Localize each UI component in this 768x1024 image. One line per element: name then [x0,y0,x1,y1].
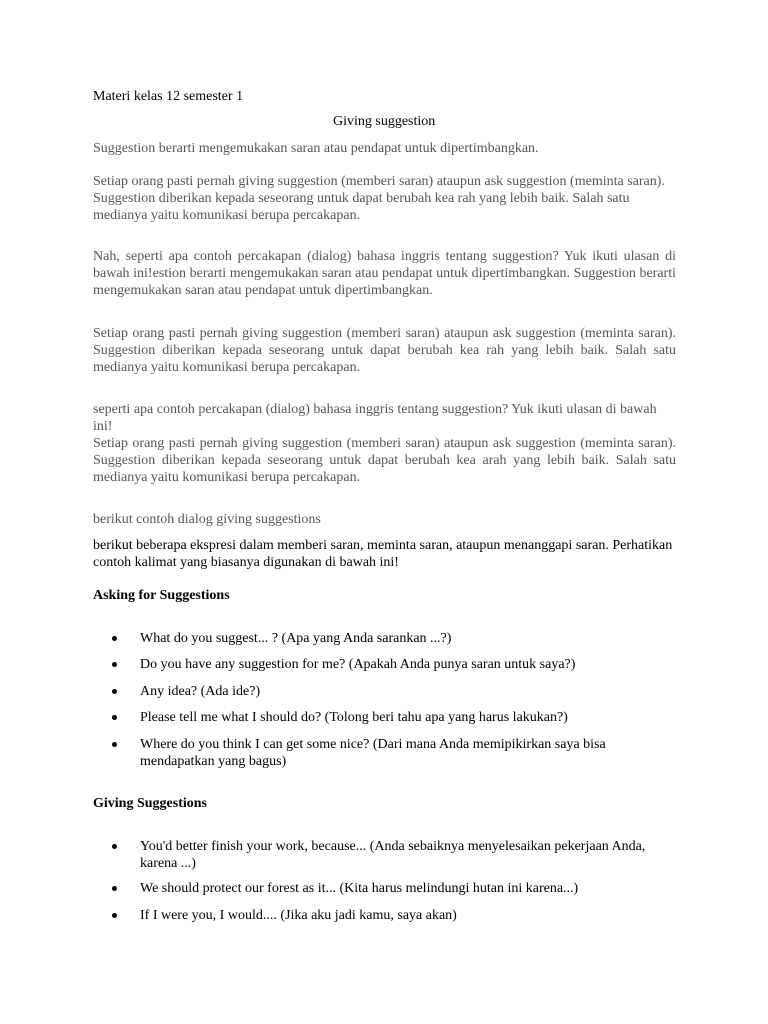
list-item-text: What do you suggest... ? (Apa yang Anda sarankan ...?) [140,631,452,646]
asking-heading: Asking for Suggestions [93,588,230,603]
paragraph-3: Nah, seperti apa contoh percakapan (dialog) bahasa inggris tentang suggestion? Yuk ikuti ulasan di bawah ini!estion berarti mengemukakan saran atau pendapat untuk dipertimbangkan. Suggestion berarti mengemukakan saran atau pendapat untuk dipertimbangkan. [93,249,676,298]
bullet-icon [112,913,117,918]
list-item-text: We should protect our forest as it... (Kita harus melindungi hutan ini karena...) [140,881,579,896]
list-item-text: Where do you think I can get some nice? (Dari mana Anda memipikirkan saya bisa mendapatkan yang bagus) [140,737,606,769]
paragraph-7: berikut contoh dialog giving suggestions [93,512,321,527]
bullet-icon [112,742,117,747]
page-title: Giving suggestion [333,114,436,129]
bullet-icon [112,662,117,667]
bullet-icon [112,636,117,641]
list-item-text: If I were you, I would.... (Jika aku jadi kamu, saya akan) [140,908,457,923]
intro-paragraph: Suggestion berarti mengemukakan saran atau pendapat untuk dipertimbangkan. [93,141,539,156]
bullet-icon [112,844,117,849]
paragraph-2: Setiap orang pasti pernah giving suggestion (memberi saran) ataupun ask suggestion (meminta saran). Suggestion diberikan kepada seseorang untuk dapat berubah kea rah yang lebih baik. Salah satu medianya yaitu komunikasi berupa percakapan. [93,174,665,223]
list-item-text: Any idea? (Ada ide?) [140,684,261,699]
list-item-text: Do you have any suggestion for me? (Apakah Anda punya saran untuk saya?) [140,657,576,672]
bullet-icon [112,689,117,694]
materi-label: Materi kelas 12 semester 1 [93,89,244,104]
paragraph-6: Setiap orang pasti pernah giving suggestion (memberi saran) ataupun ask suggestion (meminta saran). Suggestion diberikan kepada seseorang untuk dapat berubah kea arah yang lebih baik. Salah satu medianya yaitu komunikasi berupa percakapan. [93,436,676,485]
giving-heading: Giving Suggestions [93,796,207,811]
paragraph-4: Setiap orang pasti pernah giving suggestion (memberi saran) ataupun ask suggestion (meminta saran). Suggestion diberikan kepada seseorang untuk dapat berubah kea rah yang lebih baik. Salah satu medianya yaitu komunikasi berupa percakapan. [93,326,676,375]
list-item-text: Please tell me what I should do? (Tolong beri tahu apa yang harus lakukan?) [140,710,568,725]
bullet-icon [112,715,117,720]
paragraph-5: seperti apa contoh percakapan (dialog) bahasa inggris tentang suggestion? Yuk ikuti ulasan di bawah ini! [93,402,657,434]
paragraph-8: berikut beberapa ekspresi dalam memberi saran, meminta saran, ataupun menanggapi saran. Perhatikan contoh kalimat yang biasanya digunakan di bawah ini! [93,538,673,570]
list-item-text: You'd better finish your work, because... (Anda sebaiknya menyelesaikan pekerjaan Anda, karena ...) [140,839,646,871]
bullet-icon [112,886,117,891]
